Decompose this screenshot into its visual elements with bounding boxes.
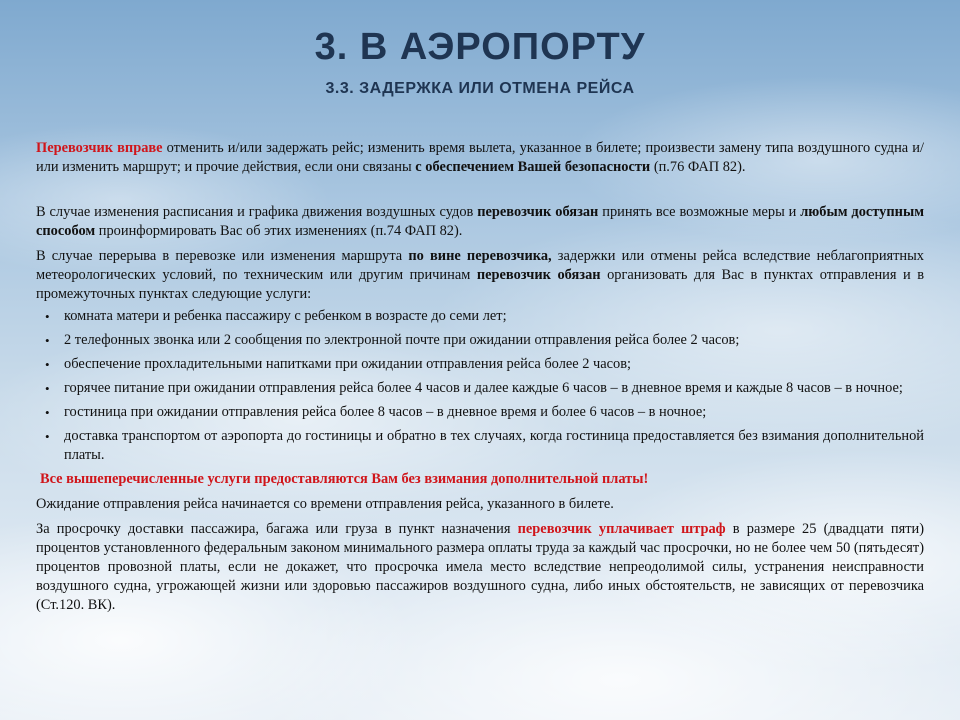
- carrier-rights-text-1: отменить и/или задержать рейс; изменить время вылета, указанное в билете; произвести замену типа воздушного судна и/или изменить маршрут; и прочие действия, если они связаны: [36, 140, 924, 175]
- schedule-text-3: проинформировать Вас об этих изменениях (п.74 ФАП 82).: [95, 223, 463, 239]
- slide-subtitle: 3.3. ЗАДЕРЖКА ИЛИ ОТМЕНА РЕЙСА: [325, 80, 635, 97]
- penalty-text-2: в размере 25 (двадцати пяти) процентов установленного федеральным законом минимального размера оплаты труда за каждый час просрочки, но не более чем 50 (пятьдесят) процентов провозной платы, если не докажет, что просрочка имела место вследствие непреодолимой силы, устранения неисправности воздушного судна, угрожающей жизни или здоровью пассажиров воздушного судна, либо иных обстоятельств, не зависящих от перевозчика (Ст.120. ВК).: [36, 521, 924, 613]
- interruption-text-2: задержки или отмены рейса вследствие неблагоприятных метеорологических условий, по техническим или другим причинам: [36, 248, 924, 283]
- interruption-text-1: В случае перерыва в перевозке или изменения маршрута: [36, 248, 409, 264]
- schedule-text-2: принять все возможные меры и: [598, 204, 801, 220]
- penalty-text-1: За просрочку доставки пассажира, багажа или груза в пункт назначения: [36, 521, 518, 537]
- paragraph-carrier-rights: [36, 139, 924, 177]
- interruption-bold-1: по вине перевозчика,: [408, 248, 552, 264]
- carrier-rights-text-2: (п.76 ФАП 82).: [650, 159, 746, 175]
- list-item: • доставка транспортом от аэропорта до гостиницы и обратно в тех случаях, когда гостиница предоставляется без взимания дополнительной платы.: [36, 427, 924, 465]
- interruption-text-3: организовать для Вас в пунктах отправления и в промежуточных пунктах следующие услуги:: [36, 267, 924, 302]
- free-services-notice: Все вышеперечисленные услуги предоставляются Вам без взимания дополнительной платы!: [40, 471, 649, 487]
- paragraph-penalty: [36, 520, 924, 615]
- slide-body: [36, 139, 924, 615]
- interruption-bold-2: перевозчик обязан: [476, 267, 601, 283]
- list-item: • гостиница при ожидании отправления рейса более 8 часов – в дневное время и более 6 часов – в ночное;: [36, 403, 924, 422]
- services-list: [36, 307, 924, 465]
- paragraph-schedule-change: [36, 203, 924, 241]
- paragraph-interruption: [36, 247, 924, 304]
- carrier-rights-bold: с обеспечением Вашей безопасности: [415, 159, 651, 175]
- slide-title: 3. В АЭРОПОРТУ: [314, 26, 646, 68]
- penalty-highlight: перевозчик уплачивает штраф: [517, 521, 726, 537]
- list-item: • горячее питание при ожидании отправления рейса более 4 часов и далее каждые 6 часов – в дневное время и каждые 8 часов – в ночное;: [36, 379, 924, 398]
- schedule-bold-2: любым доступным способом: [36, 204, 924, 239]
- list-item: • 2 телефонных звонка или 2 сообщения по электронной почте при ожидании отправления рейса более 2 часов;: [36, 331, 924, 350]
- carrier-rights-lead: Перевозчик вправе: [36, 140, 163, 156]
- list-item: • обеспечение прохладительными напитками при ожидании отправления рейса более 2 часов;: [36, 355, 924, 374]
- list-item: • комната матери и ребенка пассажиру с ребенком в возрасте до семи лет;: [36, 307, 924, 326]
- schedule-text-1: В случае изменения расписания и графика движения воздушных судов: [36, 204, 478, 220]
- schedule-bold-1: перевозчик обязан: [477, 204, 599, 220]
- paragraph-waiting-start: Ожидание отправления рейса начинается со времени отправления рейса, указанного в билете.: [36, 496, 614, 512]
